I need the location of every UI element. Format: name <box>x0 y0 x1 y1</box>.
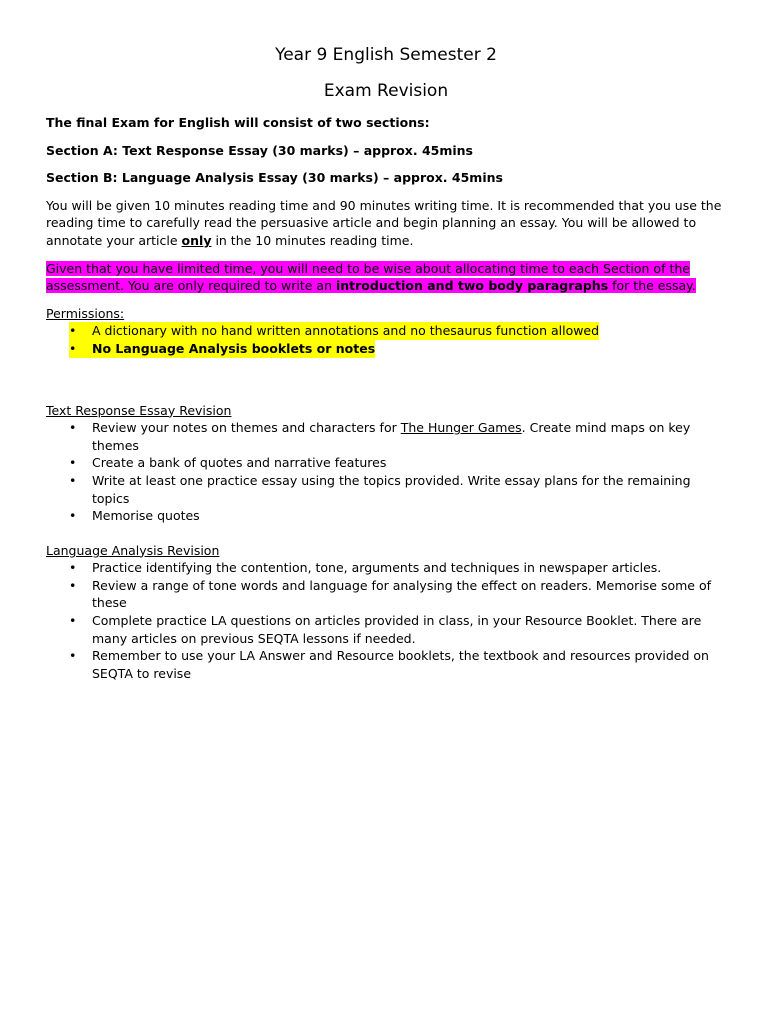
time-text-part1: Given that you have limited time, you will need to be wise about allocating time to each Section of the assessment. You are only required to write an <box>46 260 690 294</box>
reading-text-emphasis: only <box>181 232 212 248</box>
bullet-icon: • <box>69 323 77 339</box>
reading-text-part1: You will be given 10 minutes reading time and 90 minutes writing time. It is recommended that you use the reading time to carefully read the persuasive article and begin planning an essay. You will be allowed to annotate your article <box>46 197 722 248</box>
bullet-icon: • <box>69 613 77 629</box>
bullet-icon: • <box>69 472 77 488</box>
bullet-icon: • <box>69 577 77 593</box>
bullet-icon: • <box>69 420 77 436</box>
bullet-icon: • <box>69 648 77 664</box>
item-text-part1: Review your notes on themes and characters for <box>92 420 401 436</box>
permissions-heading: Permissions: <box>46 305 125 321</box>
document-content <box>46 42 726 682</box>
bullet-icon: • <box>69 455 77 471</box>
bullet-icon: • <box>69 340 77 356</box>
text-response-heading: Text Response Essay Revision <box>46 402 232 418</box>
language-analysis-list <box>46 559 726 682</box>
permission-text: No Language Analysis booklets or notes <box>92 340 376 356</box>
reading-text-part2: in the 10 minutes reading time. <box>211 232 414 248</box>
intro-text: The final Exam for English will consist of two sections: <box>46 115 430 130</box>
reading-time-paragraph <box>46 197 726 250</box>
list-item <box>46 472 726 507</box>
permissions-list <box>46 322 726 357</box>
section-b-text: Section B: Language Analysis Essay (30 marks) – approx. 45mins <box>46 170 503 186</box>
list-item <box>46 419 726 454</box>
item-text: Practice identifying the contention, tone, arguments and techniques in newspaper articles. <box>92 560 662 576</box>
permission-highlight <box>69 340 375 358</box>
book-title: The Hunger Games <box>400 420 522 436</box>
list-item <box>46 507 726 525</box>
bullet-icon: • <box>69 508 77 524</box>
document-title: Year 9 English Semester 2 <box>275 45 497 65</box>
language-analysis-heading: Language Analysis Revision <box>46 542 220 558</box>
list-item <box>46 577 726 612</box>
document-subtitle: Exam Revision <box>323 81 449 101</box>
bullet-icon: • <box>69 560 77 576</box>
item-text: Write at least one practice essay using the topics provided. Write essay plans for the remaining topics <box>92 472 691 506</box>
permission-text: A dictionary with no hand written annotations and no thesaurus function allowed <box>92 323 600 339</box>
time-text-part2: for the essay. <box>608 278 696 294</box>
item-text: Memorise quotes <box>92 508 200 524</box>
list-item <box>46 647 726 682</box>
text-response-list <box>46 419 726 525</box>
permission-highlight <box>69 322 599 340</box>
spacer <box>46 358 726 402</box>
item-text: Complete practice LA questions on articles provided in class, in your Resource Booklet. There are many articles on previous SEQTA lessons if needed. <box>92 613 702 646</box>
item-text: Review a range of tone words and language for analysing the effect on readers. Memorise some of these <box>92 577 711 611</box>
item-text-part2: . Create mind maps on key themes <box>92 420 691 453</box>
list-item <box>46 559 726 577</box>
item-text: Remember to use your LA Answer and Resource booklets, the textbook and resources provided on SEQTA to revise <box>92 648 709 681</box>
item-text: Create a bank of quotes and narrative features <box>92 455 387 471</box>
list-item <box>46 454 726 472</box>
time-allocation-paragraph <box>46 260 726 295</box>
list-item <box>69 322 726 340</box>
time-text-emphasis: introduction and two body paragraphs <box>335 278 609 294</box>
list-item <box>69 340 726 358</box>
section-a-text: Section A: Text Response Essay (30 marks) – approx. 45mins <box>46 142 473 158</box>
list-item <box>46 612 726 647</box>
